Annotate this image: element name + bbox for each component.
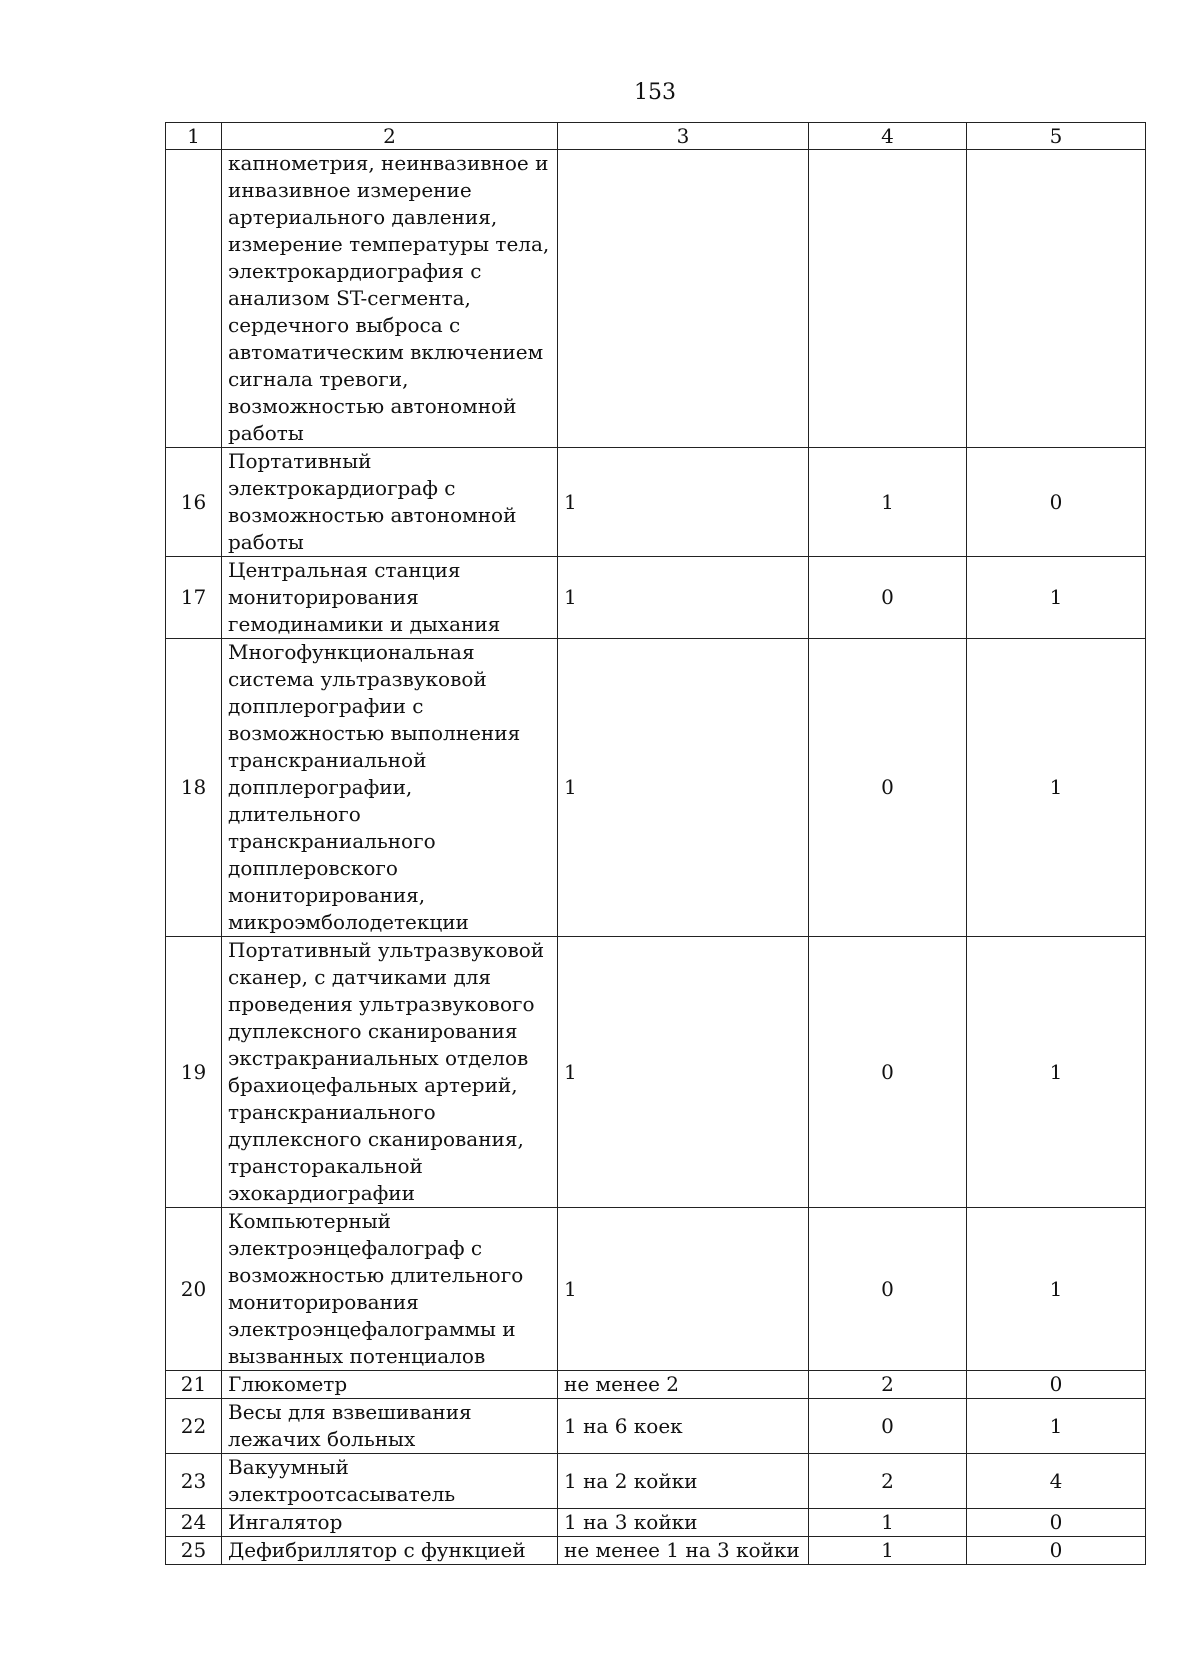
equipment-name: Многофункциональная система ультразвуковой допплерографии с возможностью выполнения транскраниальной допплерографии, длительного транскраниального допплеровского мониторирования, микроэмболодетекции	[222, 639, 558, 937]
equipment-name: Портативный ультразвуковой сканер, с датчиками для проведения ультразвукового дуплексного сканирования экстракраниальных отделов брахиоцефальных артерий, транскраниального дуплексного сканирования, трансторакальной эхокардиографии	[222, 937, 558, 1208]
equipment-name: Ингалятор	[222, 1509, 558, 1537]
required-quantity: 1 на 6 коек	[558, 1399, 809, 1454]
equipment-table	[165, 122, 1146, 1565]
value-col4: 1	[809, 1537, 967, 1565]
row-number: 18	[166, 639, 222, 937]
equipment-name: Портативный электрокардиограф с возможностью автономной работы	[222, 448, 558, 557]
required-quantity: 1	[558, 448, 809, 557]
row-number: 19	[166, 937, 222, 1208]
table-row	[166, 150, 1146, 448]
required-quantity: 1	[558, 937, 809, 1208]
value-col5: 1	[967, 1208, 1146, 1371]
required-quantity	[558, 150, 809, 448]
required-quantity: не менее 1 на 3 койки	[558, 1537, 809, 1565]
column-header-4: 4	[809, 123, 967, 150]
value-col5: 4	[967, 1454, 1146, 1509]
value-col4: 0	[809, 1399, 967, 1454]
required-quantity: 1	[558, 557, 809, 639]
equipment-name: Вакуумный электроотсасыватель	[222, 1454, 558, 1509]
table-row	[166, 1454, 1146, 1509]
table-row	[166, 1371, 1146, 1399]
value-col4: 0	[809, 557, 967, 639]
value-col5: 0	[967, 1509, 1146, 1537]
value-col4: 2	[809, 1371, 967, 1399]
table-row	[166, 557, 1146, 639]
table-row	[166, 448, 1146, 557]
header-row	[166, 123, 1146, 150]
equipment-name: капнометрия, неинвазивное и инвазивное измерение артериального давления, измерение температуры тела, электрокардиография с анализом ST-сегмента, сердечного выброса с автоматическим включением сигнала тревоги, возможностью автономной работы	[222, 150, 558, 448]
value-col4: 1	[809, 1509, 967, 1537]
equipment-name: Глюкометр	[222, 1371, 558, 1399]
value-col4: 0	[809, 937, 967, 1208]
value-col5: 1	[967, 1399, 1146, 1454]
table-row	[166, 639, 1146, 937]
equipment-name: Дефибриллятор с функцией	[222, 1537, 558, 1565]
row-number: 20	[166, 1208, 222, 1371]
required-quantity: 1	[558, 639, 809, 937]
value-col5: 0	[967, 1537, 1146, 1565]
table-row	[166, 1208, 1146, 1371]
page-number: 153	[634, 80, 676, 105]
equipment-name: Компьютерный электроэнцефалограф с возможностью длительного мониторирования электроэнцефалограммы и вызванных потенциалов	[222, 1208, 558, 1371]
row-number: 24	[166, 1509, 222, 1537]
row-number: 22	[166, 1399, 222, 1454]
value-col5: 1	[967, 639, 1146, 937]
equipment-name: Центральная станция мониторирования гемодинамики и дыхания	[222, 557, 558, 639]
row-number	[166, 150, 222, 448]
row-number: 21	[166, 1371, 222, 1399]
row-number: 17	[166, 557, 222, 639]
value-col4: 0	[809, 639, 967, 937]
column-header-1: 1	[166, 123, 222, 150]
column-header-3: 3	[558, 123, 809, 150]
table-row	[166, 937, 1146, 1208]
required-quantity: 1	[558, 1208, 809, 1371]
table-row	[166, 1399, 1146, 1454]
value-col4: 0	[809, 1208, 967, 1371]
required-quantity: 1 на 3 койки	[558, 1509, 809, 1537]
column-header-5: 5	[967, 123, 1146, 150]
row-number: 25	[166, 1537, 222, 1565]
row-number: 23	[166, 1454, 222, 1509]
value-col4: 2	[809, 1454, 967, 1509]
required-quantity: 1 на 2 койки	[558, 1454, 809, 1509]
column-header-2: 2	[222, 123, 558, 150]
required-quantity: не менее 2	[558, 1371, 809, 1399]
value-col5: 0	[967, 448, 1146, 557]
table-row	[166, 1509, 1146, 1537]
table-row	[166, 1537, 1146, 1565]
equipment-name: Весы для взвешивания лежачих больных	[222, 1399, 558, 1454]
value-col4: 1	[809, 448, 967, 557]
value-col5	[967, 150, 1146, 448]
value-col4	[809, 150, 967, 448]
value-col5: 1	[967, 937, 1146, 1208]
row-number: 16	[166, 448, 222, 557]
value-col5: 0	[967, 1371, 1146, 1399]
value-col5: 1	[967, 557, 1146, 639]
